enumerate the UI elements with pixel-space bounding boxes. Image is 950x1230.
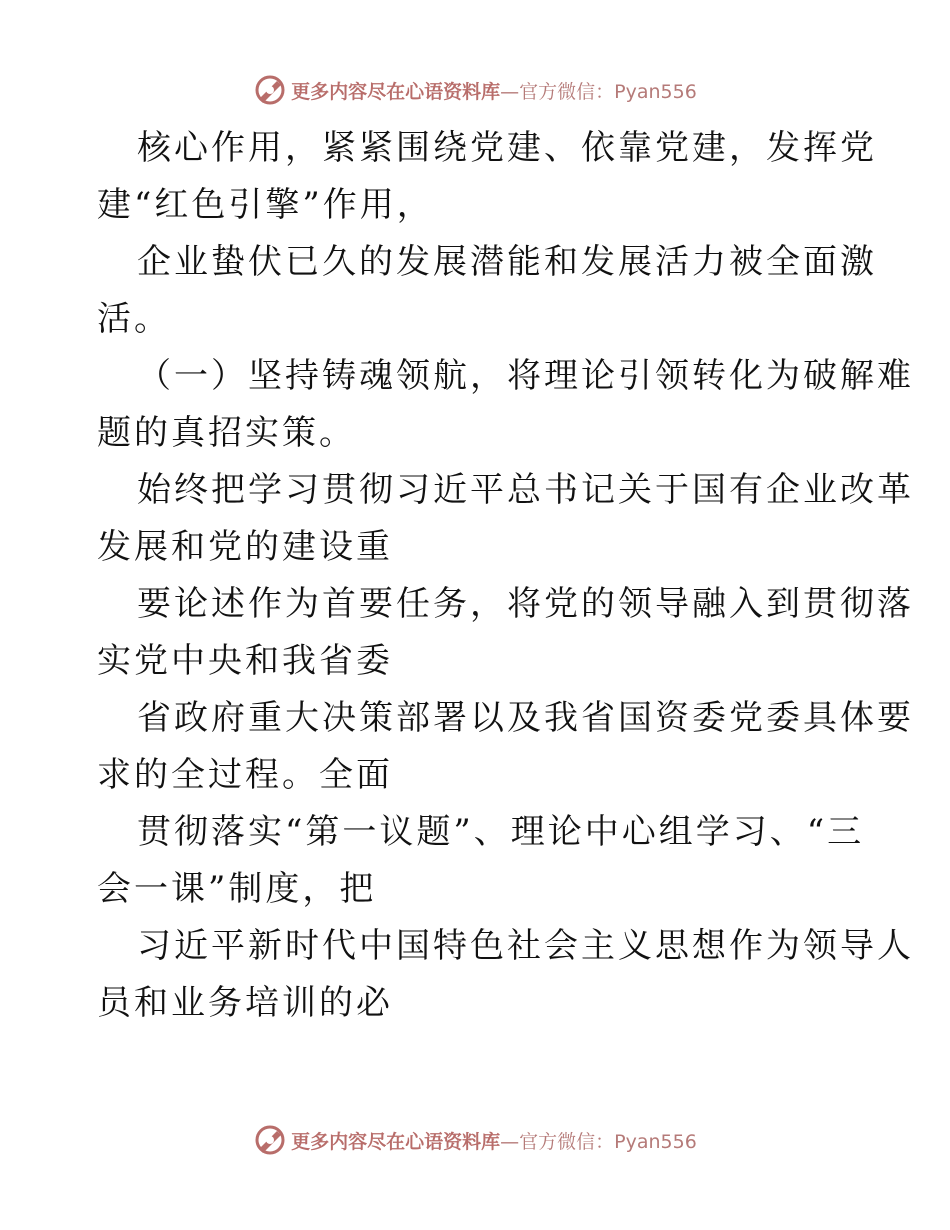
header-watermark — [0, 70, 950, 110]
paragraph-line: 贯彻落实“第一议题”、理论中心组学习、“三 — [137, 812, 865, 852]
paragraph-line: 活。 — [97, 299, 171, 339]
watermark-brand: 更多内容尽在心语资料库 — [291, 80, 501, 103]
paragraph-line: 习近平新时代中国特色社会主义思想作为领导人 — [137, 926, 914, 966]
pen-swirl-logo-icon — [253, 73, 287, 107]
paragraph — [97, 348, 914, 462]
paragraph-line: 发展和党的建设重 — [97, 527, 393, 567]
paragraph-line: 核心作用，紧紧围绕党建、依靠党建，发挥党 — [137, 128, 877, 168]
watermark-wechat: —官方微信：Pyan556 — [500, 1130, 697, 1153]
paragraph — [97, 804, 865, 918]
document-body — [97, 120, 914, 1032]
paragraph-line: 省政府重大决策部署以及我省国资委党委具体要 — [137, 698, 914, 738]
footer-watermark — [0, 1120, 950, 1160]
paragraph — [97, 234, 877, 348]
paragraph-line: 建“红色引擎”作用， — [97, 185, 434, 225]
paragraph — [97, 690, 914, 804]
watermark-brand: 更多内容尽在心语资料库 — [291, 1130, 501, 1153]
paragraph-line: 要论述作为首要任务，将党的领导融入到贯彻落 — [137, 584, 914, 624]
paragraph-line: 会一课”制度，把 — [97, 869, 377, 909]
paragraph-line: 题的真招实策。 — [97, 413, 356, 453]
watermark-wechat: —官方微信：Pyan556 — [500, 80, 697, 103]
paragraph-line: 实党中央和我省委 — [97, 641, 393, 681]
paragraph-line: 员和业务培训的必 — [97, 983, 393, 1023]
paragraph — [97, 462, 914, 576]
paragraph-line: 始终把学习贯彻习近平总书记关于国有企业改革 — [137, 470, 914, 510]
paragraph-line: 求的全过程。全面 — [97, 755, 393, 795]
pen-swirl-logo-icon — [253, 1123, 287, 1157]
paragraph — [97, 918, 914, 1032]
paragraph — [97, 576, 914, 690]
paragraph — [97, 120, 877, 234]
paragraph-line: 企业蛰伏已久的发展潜能和发展活力被全面激 — [137, 242, 877, 282]
paragraph-line: （一）坚持铸魂领航，将理论引领转化为破解难 — [137, 356, 914, 396]
